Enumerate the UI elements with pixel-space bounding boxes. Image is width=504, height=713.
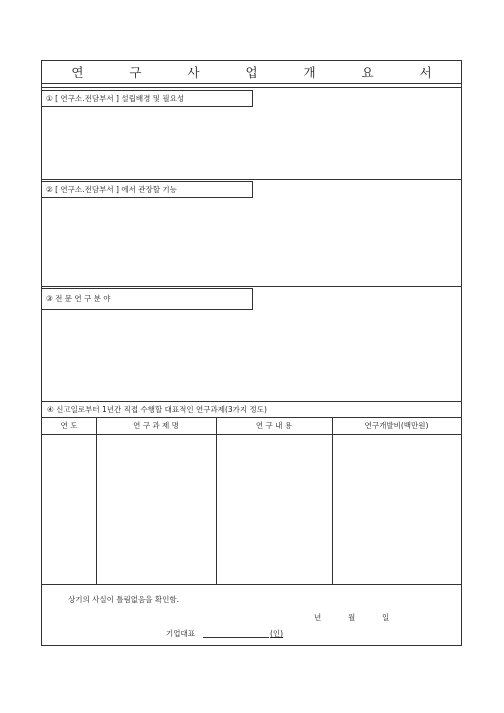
section-2-content-area[interactable] — [42, 198, 461, 286]
col-content-header: 연 구 내 용 — [255, 421, 293, 430]
section-1-bottom-line — [42, 179, 461, 180]
date-day-label: 일 — [382, 613, 390, 622]
budget-cell[interactable] — [333, 435, 461, 584]
form-frame — [41, 60, 462, 646]
form-title: 연 구 사 업 개 요 서 — [71, 65, 453, 80]
projects-label: ④ 신고일로부터 1년간 직접 수행할 대표적인 연구과제(3가지 정도) — [47, 405, 267, 414]
section-2-bottom-line — [42, 286, 461, 287]
date-month-label: 월 — [348, 613, 356, 622]
table-bottom-line — [42, 584, 461, 585]
content-cell[interactable] — [217, 435, 332, 584]
year-cell[interactable] — [42, 435, 96, 584]
signer-label: 기업대표 — [166, 629, 195, 638]
date-year-label: 년 — [314, 613, 322, 622]
title-divider — [42, 83, 461, 84]
col-year-header: 연 도 — [60, 421, 78, 430]
signature-line[interactable] — [203, 637, 269, 638]
col-project-name-header: 연 구 과 제 명 — [133, 421, 179, 430]
seal-mark: (인) — [270, 629, 284, 638]
section-3-content-area[interactable] — [42, 310, 461, 401]
confirmation-statement: 상기의 사실이 틀림없음을 확인함. — [68, 595, 179, 604]
col-budget-header: 연구개발비(백만원) — [364, 421, 429, 430]
section-3-bottom-line — [42, 401, 461, 402]
section-1-label: ① [ 연구소․전담부서 ] 설립배경 및 필요성 — [42, 90, 253, 107]
title-divider-double — [42, 87, 461, 88]
section-2-label: ② [ 연구소․전담부서 ] 에서 관장할 기능 — [42, 181, 253, 198]
project-name-cell[interactable] — [97, 435, 216, 584]
section-1-content-area[interactable] — [42, 107, 461, 179]
section-3-label: ③ 전 문 연 구 분 야 — [42, 288, 253, 310]
